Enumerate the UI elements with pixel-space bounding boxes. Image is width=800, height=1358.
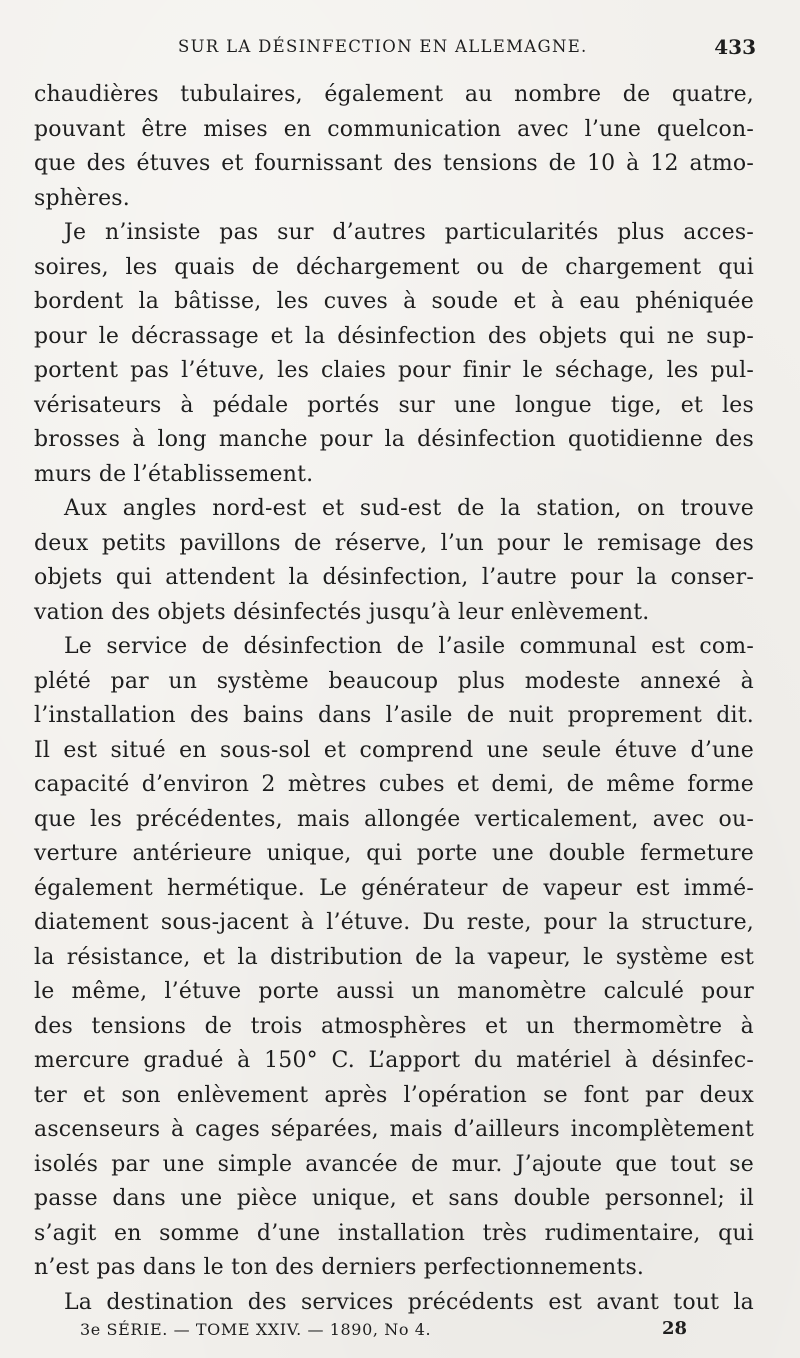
text-line: murs de l’établissement. [34, 461, 314, 487]
text-line: le même, l’étuve porte aussi un manomètre calculé pour [34, 979, 754, 1004]
running-head [0, 34, 800, 66]
text-line: ascenseurs à cages séparées, mais d’ailleurs incomplètement [34, 1117, 754, 1142]
text-line: chaudières tubulaires, également au nombre de quatre, [34, 82, 754, 107]
page-number: 433 [714, 35, 756, 59]
paragraph-first-line: Le service de désinfection de l’asile communal est com- [64, 634, 754, 659]
text-line: sphères. [34, 185, 130, 211]
text-line: que des étuves et fournissant des tensions de 10 à 12 atmo- [34, 151, 754, 176]
paragraph-first-line: Je n’insiste pas sur d’autres particularités plus acces- [64, 220, 754, 245]
text-line: s’agit en somme d’une installation très rudimentaire, qui [34, 1220, 754, 1246]
text-line: l’installation des bains dans l’asile de nuit proprement dit. [34, 703, 754, 728]
text-line: diatement sous-jacent à l’étuve. Du reste, pour la structure, [34, 910, 754, 935]
text-line: brosses à long manche pour la désinfection quotidienne des [34, 427, 754, 452]
text-line: que les précédentes, mais allongée verticalement, avec ou- [34, 806, 754, 832]
text-line: ter et son enlèvement après l’opération se font par deux [34, 1082, 754, 1108]
paragraph-first-line: La destination des services précédents est avant tout la [64, 1289, 754, 1315]
text-line: objets qui attendent la désinfection, l’autre pour la conser- [34, 565, 754, 590]
running-title: SUR LA DÉSINFECTION EN ALLEMAGNE. [178, 37, 588, 56]
printer-signature: 3e SÉRIE. — TOME XXIV. — 1890, No 4. [80, 1320, 432, 1339]
text-line: soires, les quais de déchargement ou de chargement qui [34, 254, 754, 280]
text-line: plété par un système beaucoup plus modeste annexé à [34, 668, 754, 694]
text-line: passe dans une pièce unique, et sans double personnel; il [34, 1186, 754, 1211]
text-line: la résistance, et la distribution de la vapeur, le système est [34, 944, 754, 970]
text-line: également hermétique. Le générateur de vapeur est immé- [34, 875, 754, 901]
text-line: bordent la bâtisse, les cuves à soude et à eau phéniquée [34, 289, 754, 314]
text-line: mercure gradué à 150° C. L’apport du matériel à désinfec- [34, 1048, 754, 1073]
paragraph-first-line: Aux angles nord-est et sud-est de la station, on trouve [64, 496, 754, 521]
signature-number: 28 [662, 1318, 688, 1339]
text-line: capacité d’environ 2 mètres cubes et demi, de même forme [34, 772, 754, 797]
body-text [34, 78, 754, 1320]
page-footer [0, 1320, 800, 1348]
text-line: vation des objets désinfectés jusqu’à leur enlèvement. [34, 599, 650, 625]
text-line: portent pas l’étuve, les claies pour finir le séchage, les pul- [34, 358, 754, 383]
text-line: des tensions de trois atmosphères et un thermomètre à [34, 1013, 754, 1039]
text-line: deux petits pavillons de réserve, l’un pour le remisage des [34, 530, 754, 556]
text-line: Il est situé en sous-sol et comprend une seule étuve d’une [34, 737, 754, 763]
text-line: pour le décrassage et la désinfection des objets qui ne sup- [34, 323, 754, 349]
text-line: n’est pas dans le ton des derniers perfectionnements. [34, 1255, 645, 1280]
text-line: pouvant être mises en communication avec l’une quelcon- [34, 116, 754, 142]
text-line: isolés par une simple avancée de mur. J’ajoute que tout se [34, 1151, 754, 1177]
text-line: vérisateurs à pédale portés sur une longue tige, et les [34, 392, 754, 418]
text-line: verture antérieure unique, qui porte une double fermeture [34, 841, 754, 866]
